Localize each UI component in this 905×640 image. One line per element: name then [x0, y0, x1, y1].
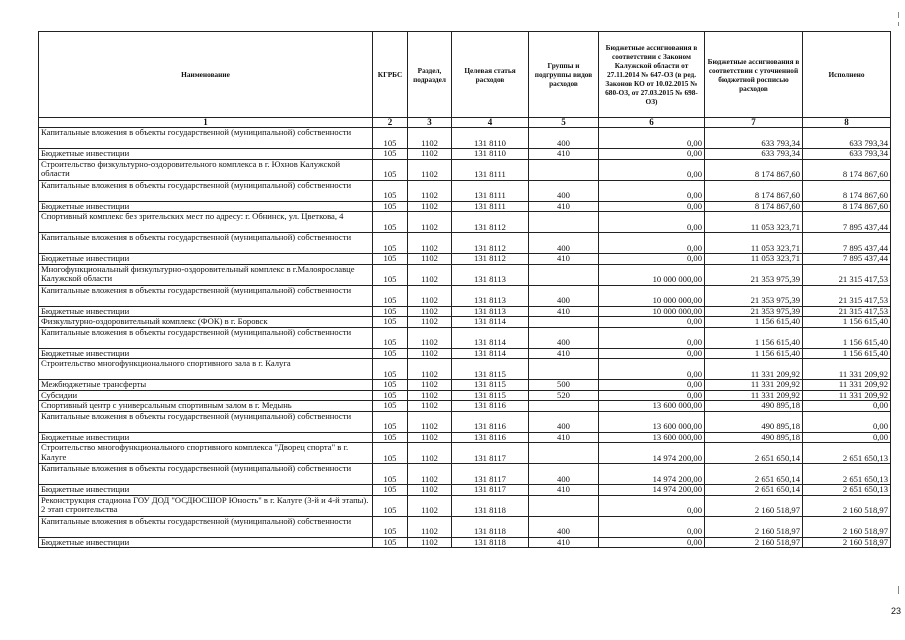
- row-group: 400: [529, 128, 599, 149]
- row-name: Капитальные вложения в объекты государственной (муниципальной) собственности: [39, 128, 373, 149]
- row-group: 410: [529, 149, 599, 160]
- row-target: 131 8112: [452, 233, 529, 254]
- row-name: Бюджетные инвестиции: [39, 485, 373, 496]
- row-section: 1102: [408, 159, 452, 180]
- row-kgrbs: 105: [373, 159, 408, 180]
- row-refined-amount: 21 353 975,39: [705, 306, 803, 317]
- row-name: Бюджетные инвестиции: [39, 149, 373, 160]
- row-group: 400: [529, 285, 599, 306]
- row-name: Капитальные вложения в объекты государственной (муниципальной) собственности: [39, 285, 373, 306]
- row-target: 131 8111: [452, 201, 529, 212]
- row-target: 131 8113: [452, 285, 529, 306]
- row-law-amount: 0,00: [599, 390, 705, 401]
- row-name: Бюджетные инвестиции: [39, 254, 373, 265]
- row-section: 1102: [408, 390, 452, 401]
- row-group: 410: [529, 201, 599, 212]
- row-section: 1102: [408, 432, 452, 443]
- row-name: Бюджетные инвестиции: [39, 306, 373, 317]
- col-number: 3: [408, 118, 452, 128]
- row-name: Бюджетные инвестиции: [39, 432, 373, 443]
- row-group: 400: [529, 464, 599, 485]
- row-refined-amount: 11 053 323,71: [705, 254, 803, 265]
- row-executed-amount: 0,00: [803, 401, 891, 412]
- row-law-amount: 0,00: [599, 233, 705, 254]
- table-row: [39, 149, 891, 160]
- row-refined-amount: 490 895,18: [705, 401, 803, 412]
- row-law-amount: 13 600 000,00: [599, 411, 705, 432]
- row-target: 131 8117: [452, 464, 529, 485]
- row-group: 410: [529, 537, 599, 548]
- row-target: 131 8116: [452, 401, 529, 412]
- row-group: 410: [529, 306, 599, 317]
- header-kgrbs: КГРБС: [373, 32, 408, 118]
- row-law-amount: 0,00: [599, 348, 705, 359]
- row-executed-amount: 0,00: [803, 432, 891, 443]
- row-law-amount: 14 974 200,00: [599, 443, 705, 464]
- row-name: Капитальные вложения в объекты государственной (муниципальной) собственности: [39, 411, 373, 432]
- row-group: 520: [529, 390, 599, 401]
- row-target: 131 8110: [452, 149, 529, 160]
- row-kgrbs: 105: [373, 149, 408, 160]
- row-refined-amount: 21 353 975,39: [705, 264, 803, 285]
- row-name: Бюджетные инвестиции: [39, 348, 373, 359]
- row-executed-amount: 11 331 209,92: [803, 359, 891, 380]
- row-section: 1102: [408, 149, 452, 160]
- header-section: Раздел, подраздел: [408, 32, 452, 118]
- row-kgrbs: 105: [373, 317, 408, 328]
- row-executed-amount: 633 793,34: [803, 128, 891, 149]
- row-section: 1102: [408, 201, 452, 212]
- table-row: [39, 485, 891, 496]
- row-law-amount: 0,00: [599, 149, 705, 160]
- row-law-amount: 0,00: [599, 317, 705, 328]
- row-group: [529, 401, 599, 412]
- row-executed-amount: 7 895 437,44: [803, 233, 891, 254]
- row-law-amount: 13 600 000,00: [599, 432, 705, 443]
- row-section: 1102: [408, 411, 452, 432]
- col-number: 6: [599, 118, 705, 128]
- row-section: 1102: [408, 212, 452, 233]
- row-executed-amount: 11 331 209,92: [803, 390, 891, 401]
- row-executed-amount: 0,00: [803, 411, 891, 432]
- row-section: 1102: [408, 537, 452, 548]
- col-number: 1: [39, 118, 373, 128]
- row-section: 1102: [408, 485, 452, 496]
- row-section: 1102: [408, 317, 452, 328]
- row-name: Субсидии: [39, 390, 373, 401]
- row-group: [529, 159, 599, 180]
- row-group: 400: [529, 327, 599, 348]
- row-executed-amount: 2 160 518,97: [803, 495, 891, 516]
- row-refined-amount: 11 053 323,71: [705, 233, 803, 254]
- row-executed-amount: 21 315 417,53: [803, 285, 891, 306]
- row-refined-amount: 11 053 323,71: [705, 212, 803, 233]
- row-kgrbs: 105: [373, 516, 408, 537]
- row-name: Многофункциональный физкультурно-оздоровительный комплекс в г.Малоярославце Калужской области: [39, 264, 373, 285]
- row-target: 131 8113: [452, 264, 529, 285]
- row-group: [529, 443, 599, 464]
- row-target: 131 8111: [452, 180, 529, 201]
- row-executed-amount: 21 315 417,53: [803, 264, 891, 285]
- row-section: 1102: [408, 443, 452, 464]
- table-row: [39, 464, 891, 485]
- table-row: [39, 495, 891, 516]
- row-executed-amount: 2 651 650,13: [803, 443, 891, 464]
- row-section: 1102: [408, 380, 452, 391]
- table-row: [39, 348, 891, 359]
- table-row: [39, 537, 891, 548]
- row-name: Капитальные вложения в объекты государственной (муниципальной) собственности: [39, 516, 373, 537]
- row-law-amount: 0,00: [599, 495, 705, 516]
- row-kgrbs: 105: [373, 411, 408, 432]
- row-law-amount: 0,00: [599, 159, 705, 180]
- table-row: [39, 359, 891, 380]
- row-section: 1102: [408, 306, 452, 317]
- row-group: [529, 264, 599, 285]
- row-kgrbs: 105: [373, 495, 408, 516]
- row-refined-amount: 2 651 650,14: [705, 485, 803, 496]
- row-law-amount: 10 000 000,00: [599, 306, 705, 317]
- row-target: 131 8115: [452, 390, 529, 401]
- row-executed-amount: 1 156 615,40: [803, 317, 891, 328]
- row-law-amount: 0,00: [599, 254, 705, 265]
- header-group: Группы и подгруппы видов расходов: [529, 32, 599, 118]
- row-executed-amount: 2 651 650,13: [803, 464, 891, 485]
- row-name: Строительство многофункционального спортивного зала в г. Калуга: [39, 359, 373, 380]
- row-target: 131 8111: [452, 159, 529, 180]
- row-group: [529, 359, 599, 380]
- row-refined-amount: 8 174 867,60: [705, 180, 803, 201]
- row-kgrbs: 105: [373, 485, 408, 496]
- row-name: Бюджетные инвестиции: [39, 201, 373, 212]
- row-section: 1102: [408, 285, 452, 306]
- row-section: 1102: [408, 128, 452, 149]
- row-section: 1102: [408, 180, 452, 201]
- table-row: [39, 380, 891, 391]
- row-law-amount: 0,00: [599, 128, 705, 149]
- row-target: 131 8118: [452, 495, 529, 516]
- header-executed: Исполнено: [803, 32, 891, 118]
- row-section: 1102: [408, 516, 452, 537]
- col-number: 2: [373, 118, 408, 128]
- row-group: 410: [529, 485, 599, 496]
- row-target: 131 8116: [452, 432, 529, 443]
- row-group: 400: [529, 411, 599, 432]
- col-number: 7: [705, 118, 803, 128]
- row-group: 400: [529, 516, 599, 537]
- row-section: 1102: [408, 254, 452, 265]
- table-row: [39, 128, 891, 149]
- row-executed-amount: 8 174 867,60: [803, 180, 891, 201]
- row-group: [529, 317, 599, 328]
- row-law-amount: 0,00: [599, 180, 705, 201]
- row-refined-amount: 2 160 518,97: [705, 516, 803, 537]
- row-target: 131 8114: [452, 317, 529, 328]
- row-executed-amount: 2 651 650,13: [803, 485, 891, 496]
- row-executed-amount: 7 895 437,44: [803, 254, 891, 265]
- row-refined-amount: 490 895,18: [705, 432, 803, 443]
- header-refined: Бюджетные ассигнования в соответствии с уточненной бюджетной росписью расходов: [705, 32, 803, 118]
- row-executed-amount: 8 174 867,60: [803, 201, 891, 212]
- row-law-amount: 0,00: [599, 201, 705, 212]
- table-row: [39, 180, 891, 201]
- row-refined-amount: 8 174 867,60: [705, 201, 803, 212]
- col-number: 5: [529, 118, 599, 128]
- row-target: 131 8112: [452, 212, 529, 233]
- page-number: 23: [890, 606, 901, 616]
- row-refined-amount: 1 156 615,40: [705, 327, 803, 348]
- row-group: 500: [529, 380, 599, 391]
- row-executed-amount: 21 315 417,53: [803, 306, 891, 317]
- table-row: [39, 401, 891, 412]
- row-target: 131 8115: [452, 359, 529, 380]
- row-executed-amount: 633 793,34: [803, 149, 891, 160]
- row-refined-amount: 2 651 650,14: [705, 443, 803, 464]
- header-law: Бюджетные ассигнования в соответствии с Законом Калужской области от 27.11.2014 № 647-ОЗ (в ред. Законов КО от 10.02.2015 № 680-ОЗ, от 27.03.2015 № 698-ОЗ): [599, 32, 705, 118]
- table-row: [39, 432, 891, 443]
- row-refined-amount: 633 793,34: [705, 128, 803, 149]
- row-refined-amount: 2 651 650,14: [705, 464, 803, 485]
- row-group: [529, 495, 599, 516]
- row-refined-amount: 11 331 209,92: [705, 390, 803, 401]
- row-group: [529, 212, 599, 233]
- row-kgrbs: 105: [373, 264, 408, 285]
- row-target: 131 8118: [452, 537, 529, 548]
- row-name: Строительство физкультурно-оздоровительного комплекса в г. Юхнов Калужской области: [39, 159, 373, 180]
- scan-mark: [898, 22, 899, 26]
- row-kgrbs: 105: [373, 380, 408, 391]
- row-refined-amount: 2 160 518,97: [705, 537, 803, 548]
- row-law-amount: 0,00: [599, 516, 705, 537]
- row-law-amount: 13 600 000,00: [599, 401, 705, 412]
- col-number: 8: [803, 118, 891, 128]
- row-law-amount: 10 000 000,00: [599, 285, 705, 306]
- row-executed-amount: 1 156 615,40: [803, 327, 891, 348]
- row-section: 1102: [408, 348, 452, 359]
- row-name: Физкультурно-оздоровительный комплекс (ФОК) в г. Боровск: [39, 317, 373, 328]
- row-law-amount: 14 974 200,00: [599, 464, 705, 485]
- budget-table: [38, 31, 891, 548]
- table-row: [39, 233, 891, 254]
- row-kgrbs: 105: [373, 128, 408, 149]
- row-group: 410: [529, 254, 599, 265]
- row-section: 1102: [408, 359, 452, 380]
- row-executed-amount: 7 895 437,44: [803, 212, 891, 233]
- row-refined-amount: 1 156 615,40: [705, 348, 803, 359]
- table-row: [39, 317, 891, 328]
- row-group: 400: [529, 180, 599, 201]
- row-name: Спортивный комплекс без зрительских мест по адресу: г. Обнинск, ул. Цветкова, 4: [39, 212, 373, 233]
- column-number-row: [39, 118, 891, 128]
- row-target: 131 8114: [452, 348, 529, 359]
- row-section: 1102: [408, 401, 452, 412]
- row-law-amount: 0,00: [599, 327, 705, 348]
- table-row: [39, 285, 891, 306]
- row-executed-amount: 11 331 209,92: [803, 380, 891, 391]
- table-row: [39, 411, 891, 432]
- row-name: Капитальные вложения в объекты государственной (муниципальной) собственности: [39, 180, 373, 201]
- row-name: Капитальные вложения в объекты государственной (муниципальной) собственности: [39, 233, 373, 254]
- row-kgrbs: 105: [373, 464, 408, 485]
- row-refined-amount: 2 160 518,97: [705, 495, 803, 516]
- row-kgrbs: 105: [373, 233, 408, 254]
- row-kgrbs: 105: [373, 254, 408, 265]
- row-target: 131 8112: [452, 254, 529, 265]
- row-target: 131 8117: [452, 443, 529, 464]
- row-target: 131 8114: [452, 327, 529, 348]
- row-law-amount: 0,00: [599, 380, 705, 391]
- row-executed-amount: 2 160 518,97: [803, 537, 891, 548]
- table-row: [39, 390, 891, 401]
- row-kgrbs: 105: [373, 443, 408, 464]
- table-row: [39, 306, 891, 317]
- row-refined-amount: 490 895,18: [705, 411, 803, 432]
- row-target: 131 8115: [452, 380, 529, 391]
- row-group: 410: [529, 432, 599, 443]
- col-number: 4: [452, 118, 529, 128]
- table-row: [39, 327, 891, 348]
- row-group: 410: [529, 348, 599, 359]
- scan-mark: [898, 12, 899, 18]
- row-refined-amount: 21 353 975,39: [705, 285, 803, 306]
- row-kgrbs: 105: [373, 537, 408, 548]
- row-law-amount: 10 000 000,00: [599, 264, 705, 285]
- scan-mark: [898, 586, 899, 594]
- row-refined-amount: 1 156 615,40: [705, 317, 803, 328]
- row-name: Бюджетные инвестиции: [39, 537, 373, 548]
- header-target: Целевая статья расходов: [452, 32, 529, 118]
- row-name: Строительство многофункционального спортивного комплекса "Дворец спорта" в г. Калуге: [39, 443, 373, 464]
- row-kgrbs: 105: [373, 180, 408, 201]
- row-group: 400: [529, 233, 599, 254]
- row-kgrbs: 105: [373, 359, 408, 380]
- row-refined-amount: 11 331 209,92: [705, 380, 803, 391]
- table-row: [39, 516, 891, 537]
- row-law-amount: 14 974 200,00: [599, 485, 705, 496]
- row-executed-amount: 1 156 615,40: [803, 348, 891, 359]
- row-kgrbs: 105: [373, 327, 408, 348]
- row-kgrbs: 105: [373, 432, 408, 443]
- table-row: [39, 254, 891, 265]
- row-law-amount: 0,00: [599, 212, 705, 233]
- row-kgrbs: 105: [373, 201, 408, 212]
- header-name: Наименование: [39, 32, 373, 118]
- row-kgrbs: 105: [373, 390, 408, 401]
- row-target: 131 8116: [452, 411, 529, 432]
- table-row: [39, 201, 891, 212]
- row-refined-amount: 633 793,34: [705, 149, 803, 160]
- row-executed-amount: 2 160 518,97: [803, 516, 891, 537]
- row-section: 1102: [408, 464, 452, 485]
- row-kgrbs: 105: [373, 348, 408, 359]
- row-kgrbs: 105: [373, 212, 408, 233]
- row-name: Спортивный центр с универсальным спортивным залом в г. Медынь: [39, 401, 373, 412]
- row-law-amount: 0,00: [599, 359, 705, 380]
- row-name: Реконструкция стадиона ГОУ ДОД "ОСДЮСШОР Юность" в г. Калуге (3-й и 4-й этапы). 2 этап строительства: [39, 495, 373, 516]
- table-body: [39, 128, 891, 548]
- row-name: Капитальные вложения в объекты государственной (муниципальной) собственности: [39, 327, 373, 348]
- row-section: 1102: [408, 495, 452, 516]
- row-refined-amount: 8 174 867,60: [705, 159, 803, 180]
- row-kgrbs: 105: [373, 306, 408, 317]
- row-target: 131 8113: [452, 306, 529, 317]
- header-row: [39, 32, 891, 118]
- table-row: [39, 443, 891, 464]
- row-kgrbs: 105: [373, 401, 408, 412]
- row-section: 1102: [408, 233, 452, 254]
- row-executed-amount: 8 174 867,60: [803, 159, 891, 180]
- table-row: [39, 264, 891, 285]
- row-name: Капитальные вложения в объекты государственной (муниципальной) собственности: [39, 464, 373, 485]
- row-target: 131 8118: [452, 516, 529, 537]
- table-row: [39, 159, 891, 180]
- row-section: 1102: [408, 264, 452, 285]
- table-row: [39, 212, 891, 233]
- row-refined-amount: 11 331 209,92: [705, 359, 803, 380]
- row-kgrbs: 105: [373, 285, 408, 306]
- row-law-amount: 0,00: [599, 537, 705, 548]
- row-name: Межбюджетные трансферты: [39, 380, 373, 391]
- row-target: 131 8117: [452, 485, 529, 496]
- row-section: 1102: [408, 327, 452, 348]
- row-target: 131 8110: [452, 128, 529, 149]
